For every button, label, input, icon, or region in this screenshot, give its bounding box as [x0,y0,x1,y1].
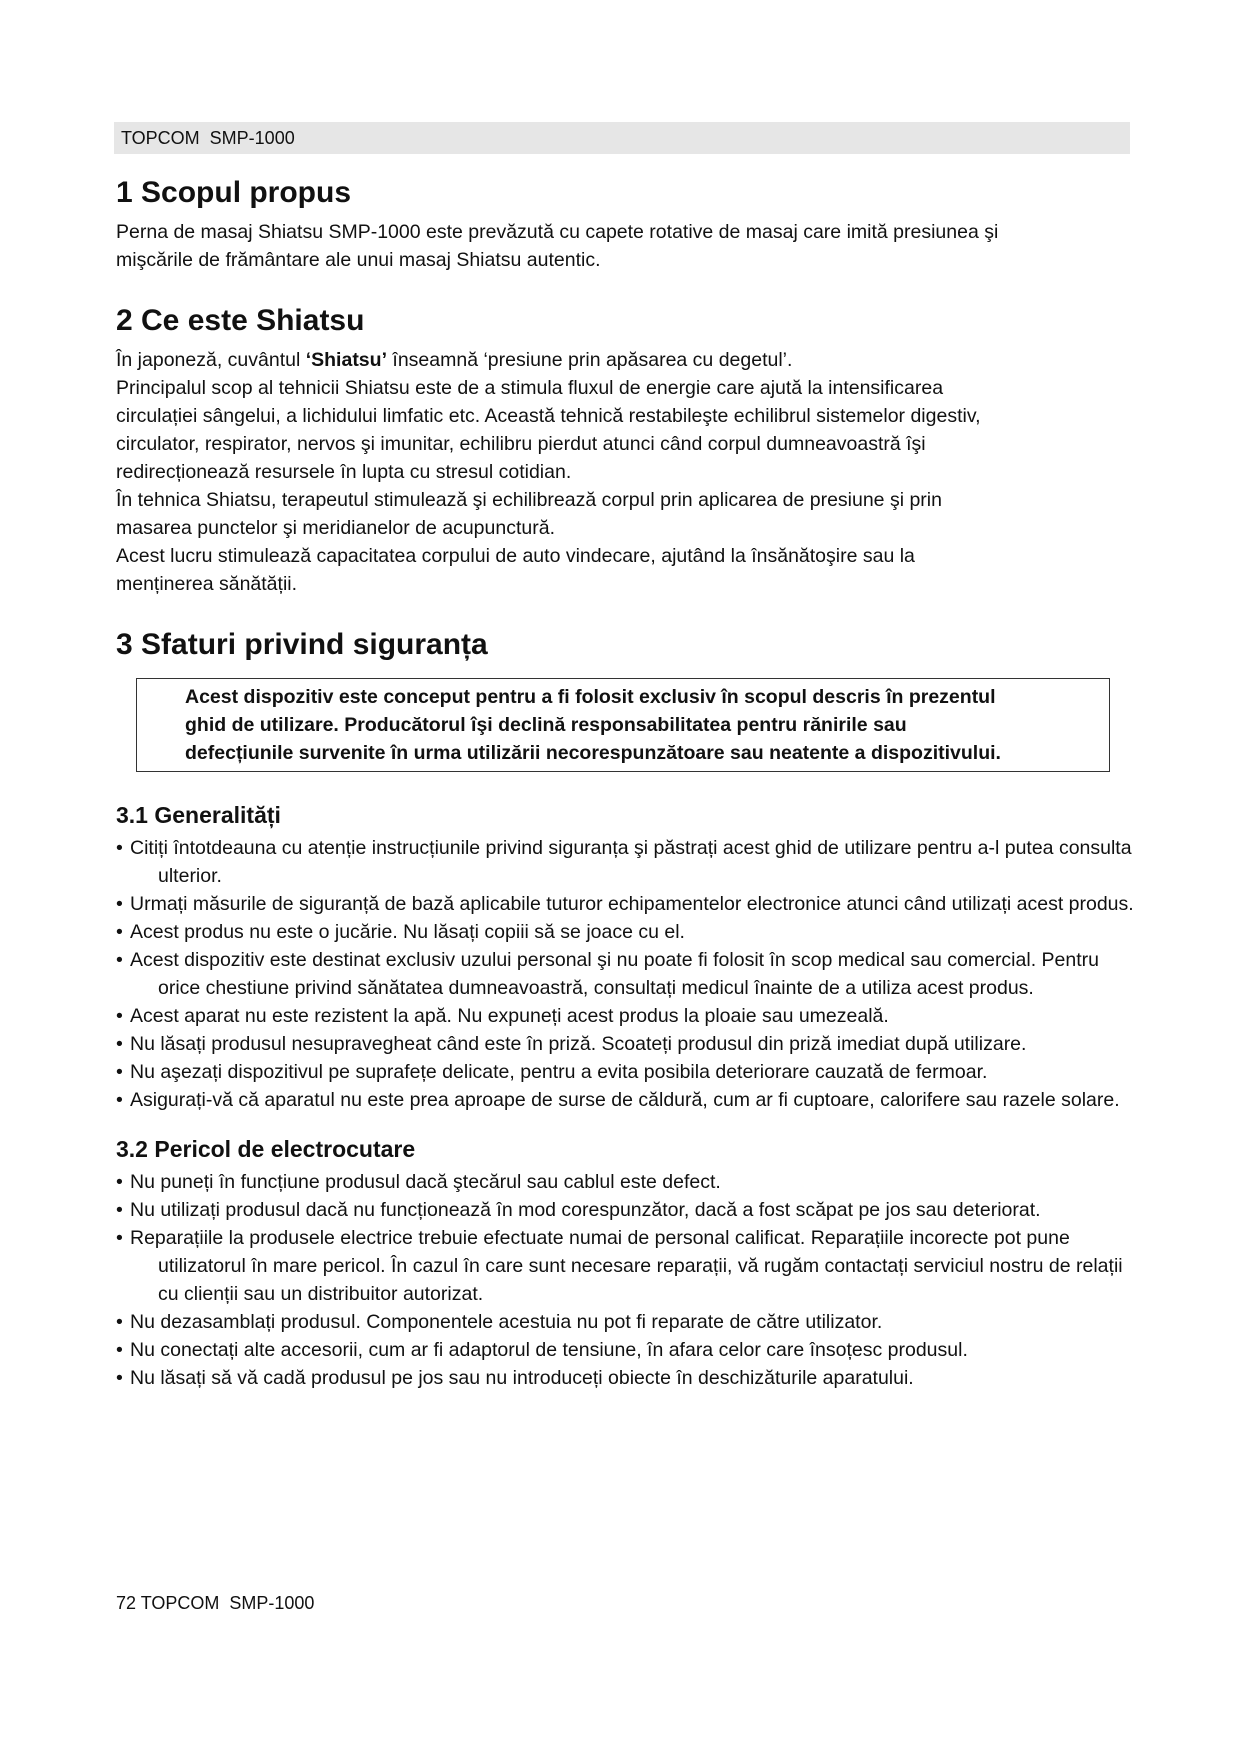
paragraph-line: masarea punctelor şi meridianelor de acupunctură. [116,517,555,539]
list-item-text: Nu dezasamblați produsul. Componentele acestuia nu pot fi reparate de către utilizator. [130,1311,883,1333]
paragraph-line: circulației sângelui, a lichidului limfatic etc. Această tehnică restabileşte echilibrul sistemelor digestiv, [116,405,981,427]
section-safety [116,626,1136,772]
bullet-icon: • [116,949,123,971]
bullet-icon: • [116,1199,123,1221]
list-item [116,1308,1136,1336]
paragraph-line: redirecționează resursele în lupta cu stresul cotidian. [116,461,572,483]
bullet-icon: • [116,1367,123,1389]
bullet-icon: • [116,837,123,859]
subsection-title: 3.2 Pericol de electrocutare [116,1136,416,1162]
list-item-text: Asigurați-vă că aparatul nu este prea aproape de surse de căldură, cum ar fi cuptoare, calorifere sau razele solare. [130,1089,1120,1111]
bullet-icon: • [116,1033,123,1055]
paragraph-line: Perna de masaj Shiatsu SMP-1000 este prevăzută cu capete rotative de masaj care imită presiunea şi [116,221,999,243]
list-item-text: Reparațiile la produsele electrice trebuie efectuate numai de personal calificat. Reparațiile incorecte pot pune utilizatorul în mare pericol. În cazul în care sunt necesare reparații, vă rugăm contactați serviciul nostru de relații cu clienții sau un distribuitor autorizat. [130,1227,1123,1305]
warning-box [136,678,1110,772]
list-item-text: Nu aşezați dispozitivul pe suprafețe delicate, pentru a evita posibila deteriorare cauzată de fermoar. [130,1061,988,1083]
list-item-text: Nu puneți în funcțiune produsul dacă ştecărul sau cablul este defect. [130,1171,721,1193]
intro-text: În japoneză, cuvântul [116,349,306,371]
bullet-icon: • [116,1311,123,1333]
paragraph-line: În tehnica Shiatsu, terapeutul stimulează şi echilibrează corpul prin aplicarea de presiune şi prin [116,489,942,511]
list-item [116,1002,1136,1030]
page-footer: 72 TOPCOM SMP-1000 [116,1593,315,1613]
list-item-text: Nu lăsați să vă cadă produsul pe jos sau nu introduceți obiecte în deschizăturile aparatului. [130,1367,914,1389]
list-item [116,1196,1136,1224]
list-item [116,1336,1136,1364]
list-item-text: Acest aparat nu este rezistent la apă. Nu expuneți acest produs la ploaie sau umezeală. [130,1005,889,1027]
list-item-text: Urmați măsurile de siguranță de bază aplicabile tuturor echipamentelor electronice atunci când utilizați acest produs. [130,893,1134,915]
list-item [116,834,1136,890]
page-header: TOPCOM SMP-1000 [114,122,1130,154]
subsection-general [116,798,1136,1114]
intro-text: înseamnă ‘presiune prin apăsarea cu degetul’. [387,349,793,371]
list-item-text: Nu lăsați produsul nesupravegheat când este în priză. Scoateți produsul din priză imediat după utilizare. [130,1033,1027,1055]
list-item-text: Citiți întotdeauna cu atenție instrucțiunile privind siguranța şi păstrați acest ghid de utilizare pentru a-l putea consulta ulterior. [130,837,1132,887]
section-title: 1 Scopul propus [116,176,352,209]
bullet-icon: • [116,1339,123,1361]
paragraph-line: circulator, respirator, nervos şi imunitar, echilibru pierdut atunci când corpul dumneavoastră îşi [116,433,926,455]
bullet-icon: • [116,893,123,915]
document-body [116,174,1136,1410]
list-item [116,1364,1136,1392]
list-item [116,1058,1136,1086]
bullet-icon: • [116,1227,123,1249]
bullet-icon: • [116,1061,123,1083]
list-item [116,1168,1136,1196]
list-item [116,918,1136,946]
section-title: 3 Sfaturi privind siguranța [116,628,488,661]
paragraph-line: menținerea sănătății. [116,573,298,595]
list-item [116,1086,1136,1114]
bullet-icon: • [116,1005,123,1027]
warning-line: defecțiunile survenite în urma utilizării necorespunzătoare sau neatente a dispozitivului. [185,742,1001,764]
list-item-text: Nu conectați alte accesorii, cum ar fi adaptorul de tensiune, în afara celor care însoțesc produsul. [130,1339,968,1361]
list-item-text: Acest dispozitiv este destinat exclusiv uzului personal şi nu poate fi folosit în scop medical sau comercial. Pentru orice chestiune privind sănătatea dumneavoastră, consultați medicul înainte de a utiliza acest produs. [130,949,1099,999]
bullet-list [116,1168,1136,1392]
subsection-electrocution [116,1132,1136,1392]
list-item-text: Acest produs nu este o jucărie. Nu lăsați copiii să se joace cu el. [130,921,685,943]
bullet-list [116,834,1136,1114]
list-item [116,890,1136,918]
warning-line: ghid de utilizare. Producătorul îşi declină responsabilitatea pentru rănirile sau [185,714,907,736]
list-item [116,1224,1136,1308]
warning-line: Acest dispozitiv este conceput pentru a fi folosit exclusiv în scopul descris în prezentul [185,686,996,708]
bullet-icon: • [116,921,123,943]
section-what-is-shiatsu [116,302,1136,598]
list-item-text: Nu utilizați produsul dacă nu funcționează în mod corespunzător, dacă a fost scăpat pe jos sau deteriorat. [130,1199,1041,1221]
paragraph-line: mişcările de frământare ale unui masaj Shiatsu autentic. [116,249,601,271]
subsection-title: 3.1 Generalități [116,802,281,828]
list-item [116,946,1136,1002]
list-item [116,1030,1136,1058]
section-intended-use [116,174,1136,274]
paragraph-line: Acest lucru stimulează capacitatea corpului de auto vindecare, ajutând la însănătoşire sau la [116,545,915,567]
paragraph-line: Principalul scop al tehnicii Shiatsu este de a stimula fluxul de energie care ajută la intensificarea [116,377,944,399]
bullet-icon: • [116,1089,123,1111]
section-title: 2 Ce este Shiatsu [116,304,365,337]
intro-line [116,346,1136,374]
intro-term: ‘Shiatsu’ [305,349,387,371]
bullet-icon: • [116,1171,123,1193]
